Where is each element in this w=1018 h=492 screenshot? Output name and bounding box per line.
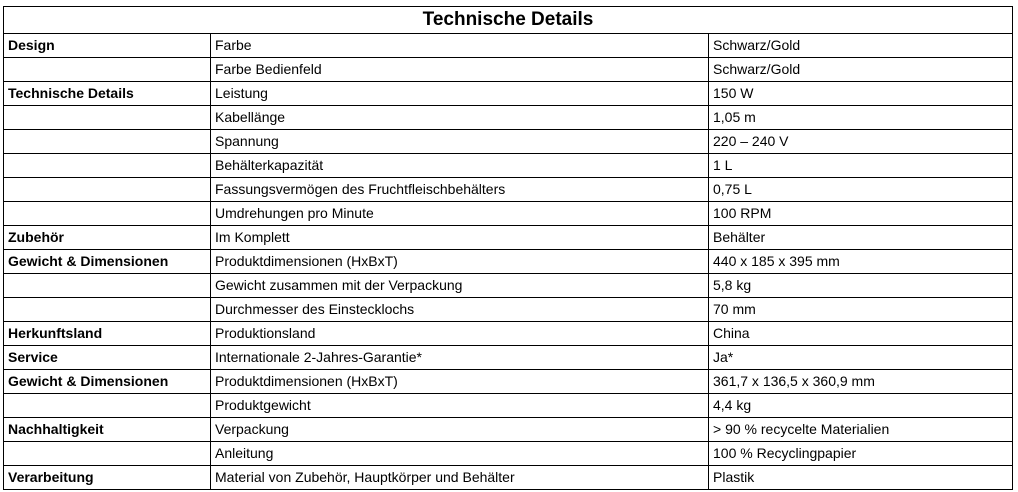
row-category: Zubehör bbox=[4, 226, 211, 250]
table-body bbox=[4, 34, 1013, 490]
row-category bbox=[4, 274, 211, 298]
table-row bbox=[4, 298, 1013, 322]
table-row bbox=[4, 154, 1013, 178]
table-row bbox=[4, 250, 1013, 274]
row-category bbox=[4, 106, 211, 130]
table-row bbox=[4, 442, 1013, 466]
row-property: Kabellänge bbox=[211, 106, 709, 130]
table-row bbox=[4, 82, 1013, 106]
row-category: Technische Details bbox=[4, 82, 211, 106]
row-property: Material von Zubehör, Hauptkörper und Behälter bbox=[211, 466, 709, 490]
row-value: 0,75 L bbox=[709, 178, 1013, 202]
row-property: Farbe Bedienfeld bbox=[211, 58, 709, 82]
row-category: Verarbeitung bbox=[4, 466, 211, 490]
row-property: Gewicht zusammen mit der Verpackung bbox=[211, 274, 709, 298]
row-property: Farbe bbox=[211, 34, 709, 58]
table-row bbox=[4, 34, 1013, 58]
table-row bbox=[4, 274, 1013, 298]
row-value: 4,4 kg bbox=[709, 394, 1013, 418]
row-category bbox=[4, 202, 211, 226]
row-property: Umdrehungen pro Minute bbox=[211, 202, 709, 226]
row-value: 100 % Recyclingpapier bbox=[709, 442, 1013, 466]
row-property: Durchmesser des Einstecklochs bbox=[211, 298, 709, 322]
row-value: Schwarz/Gold bbox=[709, 34, 1013, 58]
row-category: Gewicht & Dimensionen bbox=[4, 250, 211, 274]
table-row bbox=[4, 202, 1013, 226]
row-value: Schwarz/Gold bbox=[709, 58, 1013, 82]
row-category bbox=[4, 442, 211, 466]
row-category bbox=[4, 154, 211, 178]
row-value: 1,05 m bbox=[709, 106, 1013, 130]
row-property: Spannung bbox=[211, 130, 709, 154]
row-value: Plastik bbox=[709, 466, 1013, 490]
row-value: 150 W bbox=[709, 82, 1013, 106]
table-row bbox=[4, 346, 1013, 370]
row-value: China bbox=[709, 322, 1013, 346]
row-property: Behälterkapazität bbox=[211, 154, 709, 178]
row-value: 5,8 kg bbox=[709, 274, 1013, 298]
row-value: Behälter bbox=[709, 226, 1013, 250]
table-row bbox=[4, 106, 1013, 130]
row-property: Produktdimensionen (HxBxT) bbox=[211, 370, 709, 394]
table-row bbox=[4, 394, 1013, 418]
table-title-row bbox=[4, 7, 1013, 34]
table-row bbox=[4, 466, 1013, 490]
row-category: Service bbox=[4, 346, 211, 370]
row-property: Produktgewicht bbox=[211, 394, 709, 418]
row-category: Gewicht & Dimensionen bbox=[4, 370, 211, 394]
table-title: Technische Details bbox=[4, 7, 1013, 34]
row-property: Leistung bbox=[211, 82, 709, 106]
row-property: Produktdimensionen (HxBxT) bbox=[211, 250, 709, 274]
row-value: 70 mm bbox=[709, 298, 1013, 322]
table-row bbox=[4, 58, 1013, 82]
table-row bbox=[4, 370, 1013, 394]
row-property: Produktionsland bbox=[211, 322, 709, 346]
row-category bbox=[4, 130, 211, 154]
table-row bbox=[4, 226, 1013, 250]
row-category bbox=[4, 178, 211, 202]
row-category: Design bbox=[4, 34, 211, 58]
table-row bbox=[4, 418, 1013, 442]
row-category bbox=[4, 394, 211, 418]
row-property: Internationale 2-Jahres-Garantie* bbox=[211, 346, 709, 370]
table-row bbox=[4, 178, 1013, 202]
row-property: Verpackung bbox=[211, 418, 709, 442]
row-category: Herkunftsland bbox=[4, 322, 211, 346]
technical-details-table bbox=[3, 6, 1013, 490]
table-row bbox=[4, 130, 1013, 154]
row-value: Ja* bbox=[709, 346, 1013, 370]
row-category bbox=[4, 58, 211, 82]
row-value: > 90 % recycelte Materialien bbox=[709, 418, 1013, 442]
row-value: 100 RPM bbox=[709, 202, 1013, 226]
row-property: Fassungsvermögen des Fruchtfleischbehälters bbox=[211, 178, 709, 202]
row-value: 220 – 240 V bbox=[709, 130, 1013, 154]
row-value: 361,7 x 136,5 x 360,9 mm bbox=[709, 370, 1013, 394]
row-value: 1 L bbox=[709, 154, 1013, 178]
row-category bbox=[4, 298, 211, 322]
table-row bbox=[4, 322, 1013, 346]
row-property: Anleitung bbox=[211, 442, 709, 466]
row-category: Nachhaltigkeit bbox=[4, 418, 211, 442]
row-value: 440 x 185 x 395 mm bbox=[709, 250, 1013, 274]
row-property: Im Komplett bbox=[211, 226, 709, 250]
